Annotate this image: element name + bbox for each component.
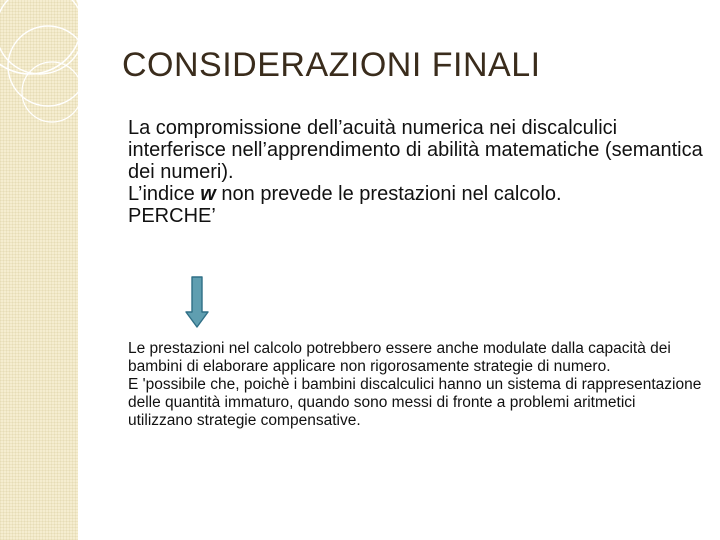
variable-w: w	[200, 183, 216, 205]
paragraph-perche: PERCHE’	[128, 205, 216, 227]
slide-title: CONSIDERAZIONI FINALI	[122, 46, 541, 84]
explanation-text	[128, 340, 703, 430]
paragraph-modulation: Le prestazioni nel calcolo potrebbero essere anche modulate dalla capacità dei bambini di elaborare applicare non rigorosamente strategie di numero.	[128, 340, 671, 375]
decorative-circles	[0, 0, 120, 130]
paragraph-index-w	[128, 183, 708, 205]
down-arrow-icon	[184, 276, 210, 328]
text-fragment: L’indice	[128, 183, 201, 205]
text-fragment: non prevede le prestazioni nel calcolo.	[215, 183, 562, 205]
main-text	[128, 117, 708, 227]
paragraph-acuity: La compromissione dell’acuità numerica nei discalculici interferisce nell’apprendimento di abilità matematiche (semantica dei numeri).	[128, 117, 703, 183]
paragraph-compensation: E 'possibile che, poichè i bambini discalculici hanno un sistema di rappresentazione delle quantità immaturo, quando sono messi di fronte a problemi aritmetici utilizzano strategie compensative.	[128, 376, 702, 429]
